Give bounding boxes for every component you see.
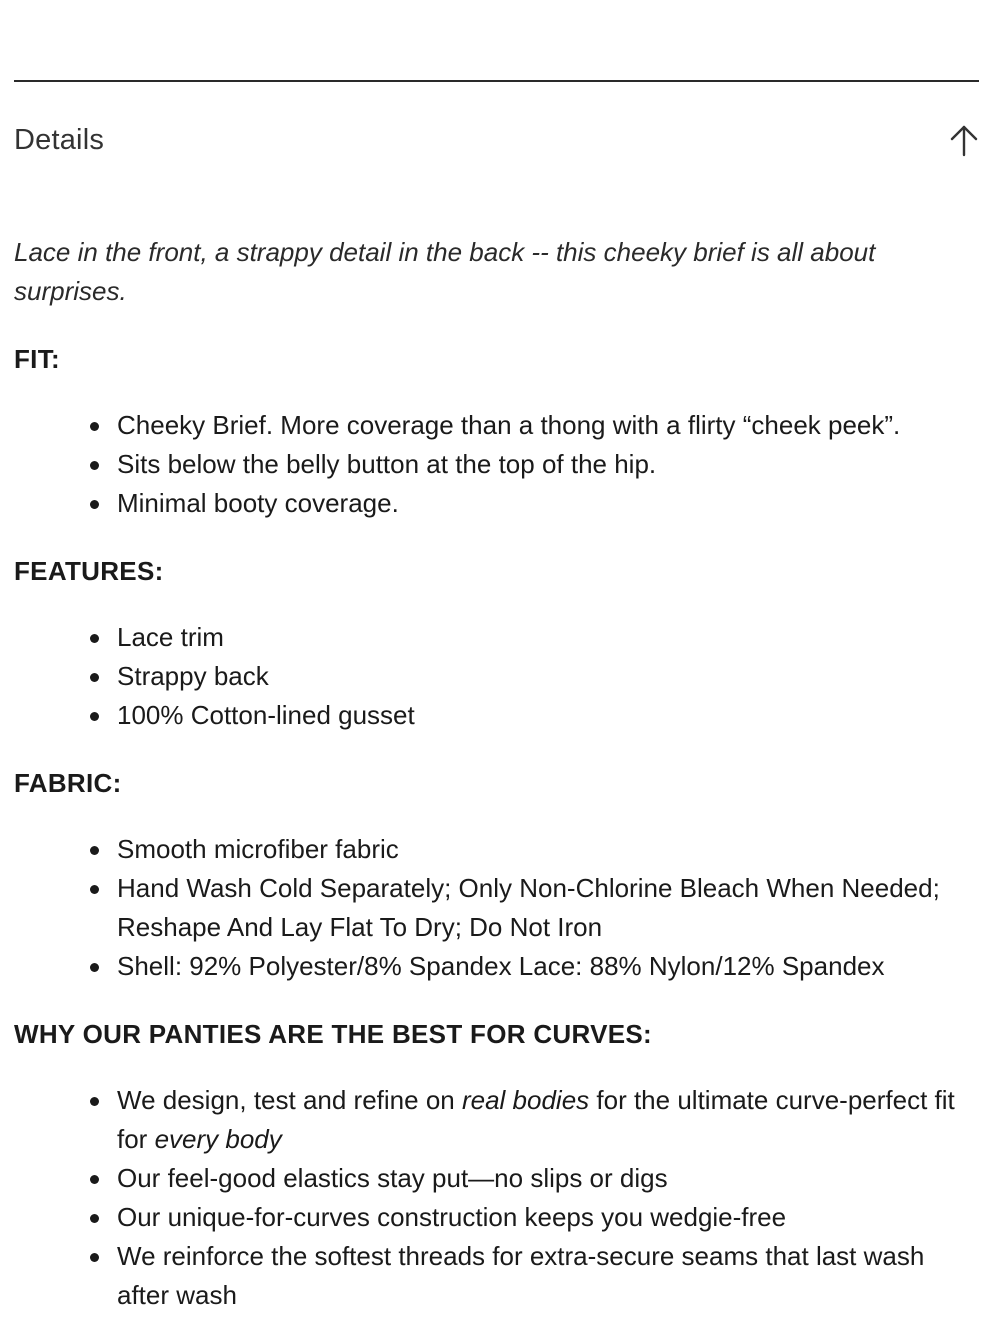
list-item: Minimal booty coverage.	[117, 484, 979, 523]
list-item: Hand Wash Cold Separately; Only Non-Chlorine Bleach When Needed; Reshape And Lay Flat To Dry; Do Not Iron	[117, 869, 979, 947]
fit-list	[14, 406, 979, 523]
section-divider	[14, 80, 979, 82]
list-item: Strappy back	[117, 657, 979, 696]
list-item: Sits below the belly button at the top of the hip.	[117, 445, 979, 484]
list-item: Smooth microfiber fabric	[117, 830, 979, 869]
list-item: Lace trim	[117, 618, 979, 657]
list-item: Our feel-good elastics stay put—no slips or digs	[117, 1159, 979, 1198]
details-accordion-toggle[interactable]	[14, 116, 979, 164]
details-content	[14, 233, 979, 1315]
accordion-title: Details	[14, 123, 105, 156]
why-heading: WHY OUR PANTIES ARE THE BEST FOR CURVES:	[14, 1019, 652, 1049]
product-description: Lace in the front, a strappy detail in the back -- this cheeky brief is all about surprises.	[14, 237, 876, 306]
list-item: Our unique-for-curves construction keeps you wedgie-free	[117, 1198, 979, 1237]
why-item-text: for the ultimate curve-perfect fit for	[117, 1085, 955, 1154]
list-item: We reinforce the softest threads for extra-secure seams that last wash after wash	[117, 1237, 979, 1315]
why-list	[14, 1081, 979, 1315]
why-item-emphasis: every body	[154, 1124, 282, 1154]
features-heading: FEATURES:	[14, 556, 164, 586]
list-item: 100% Cotton-lined gusset	[117, 696, 979, 735]
fabric-list	[14, 830, 979, 986]
fit-heading: FIT:	[14, 344, 60, 374]
features-list	[14, 618, 979, 735]
fabric-heading: FABRIC:	[14, 768, 122, 798]
why-item-emphasis: real bodies	[461, 1085, 590, 1115]
why-item-text: We design, test and refine on	[117, 1085, 462, 1115]
list-item: Cheeky Brief. More coverage than a thong with a flirty “cheek peek”.	[117, 406, 979, 445]
list-item: Shell: 92% Polyester/8% Spandex Lace: 88% Nylon/12% Spandex	[117, 947, 979, 986]
arrow-up-icon[interactable]	[949, 122, 979, 158]
list-item	[117, 1081, 979, 1159]
